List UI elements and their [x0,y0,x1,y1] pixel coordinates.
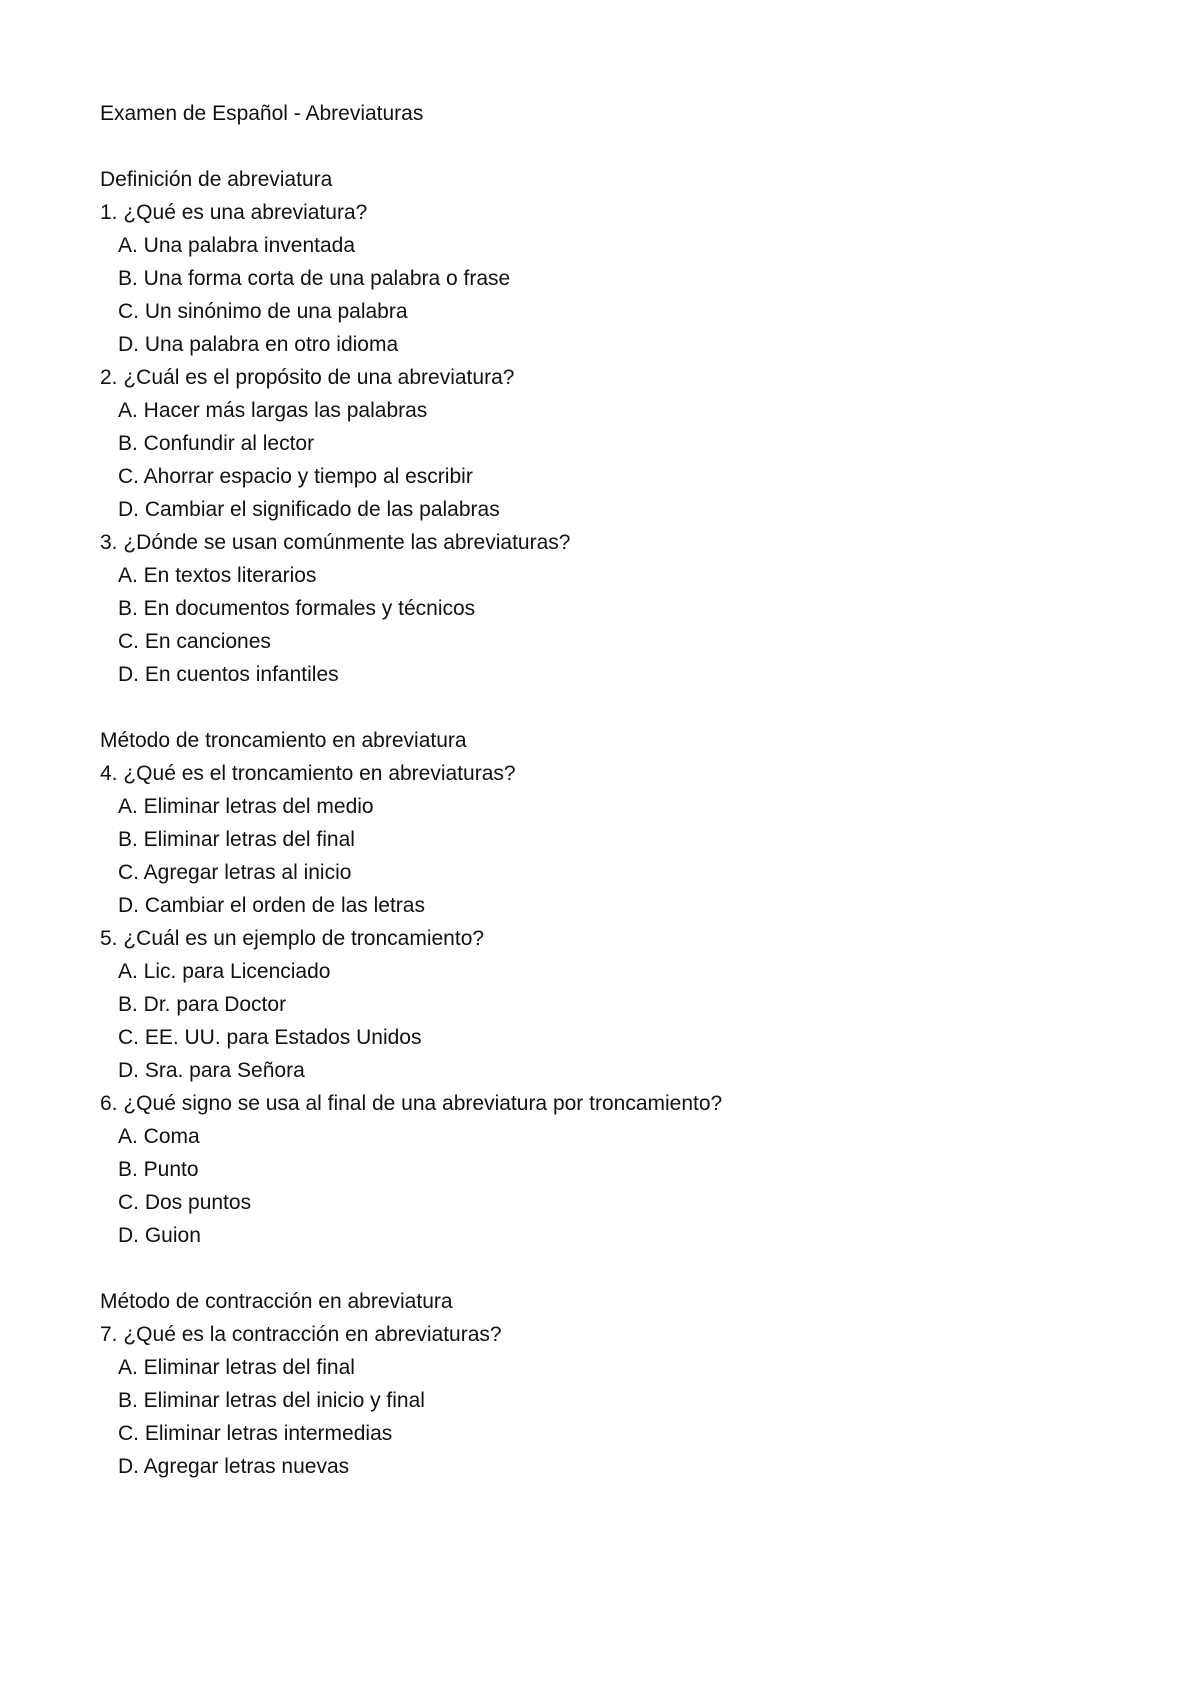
option-d: D. Agregar letras nuevas [118,1455,350,1478]
option-b: B. Dr. para Doctor [118,993,287,1016]
question-text: 7. ¿Qué es la contracción en abreviaturas? [100,1323,502,1346]
spacer [100,1252,1140,1285]
option-b: B. En documentos formales y técnicos [118,597,476,620]
question-text: 4. ¿Qué es el troncamiento en abreviaturas? [100,762,516,785]
section-troncamiento [100,724,1140,1252]
option-a: A. Una palabra inventada [118,234,355,257]
option-c: C. Agregar letras al inicio [118,861,352,884]
option-b: B. Eliminar letras del final [118,828,355,851]
option-a: A. Hacer más largas las palabras [118,399,428,422]
question-2 [100,361,1140,526]
question-text: 5. ¿Cuál es un ejemplo de troncamiento? [100,927,485,950]
question-3 [100,526,1140,691]
question-7 [100,1318,1140,1483]
question-text: 3. ¿Dónde se usan comúnmente las abreviaturas? [100,531,571,554]
question-text: 1. ¿Qué es una abreviatura? [100,201,368,224]
spacer [100,691,1140,724]
option-d: D. Sra. para Señora [118,1059,305,1082]
option-d: D. En cuentos infantiles [118,663,339,686]
section-heading: Método de troncamiento en abreviatura [100,729,467,752]
option-d: D. Cambiar el significado de las palabras [118,498,500,521]
exam-document [100,97,1140,1483]
option-d: D. Guion [118,1224,201,1247]
option-a: A. Lic. para Licenciado [118,960,331,983]
option-c: C. Un sinónimo de una palabra [118,300,408,323]
option-a: A. En textos literarios [118,564,317,587]
question-1 [100,196,1140,361]
option-c: C. Ahorrar espacio y tiempo al escribir [118,465,473,488]
option-c: C. EE. UU. para Estados Unidos [118,1026,422,1049]
option-b: B. Punto [118,1158,199,1181]
option-b: B. Una forma corta de una palabra o frase [118,267,511,290]
section-heading: Definición de abreviatura [100,168,333,191]
option-a: A. Eliminar letras del medio [118,795,374,818]
question-text: 6. ¿Qué signo se usa al final de una abreviatura por troncamiento? [100,1092,723,1115]
question-6 [100,1087,1140,1252]
option-a: A. Coma [118,1125,200,1148]
section-heading: Método de contracción en abreviatura [100,1290,453,1313]
question-5 [100,922,1140,1087]
section-definicion [100,163,1140,691]
spacer [100,130,1140,163]
option-c: C. Eliminar letras intermedias [118,1422,393,1445]
question-4 [100,757,1140,922]
option-c: C. En canciones [118,630,271,653]
option-d: D. Cambiar el orden de las letras [118,894,425,917]
option-d: D. Una palabra en otro idioma [118,333,399,356]
option-a: A. Eliminar letras del final [118,1356,355,1379]
exam-title: Examen de Español - Abreviaturas [100,102,424,125]
option-b: B. Confundir al lector [118,432,315,455]
option-c: C. Dos puntos [118,1191,252,1214]
question-text: 2. ¿Cuál es el propósito de una abreviatura? [100,366,515,389]
option-b: B. Eliminar letras del inicio y final [118,1389,425,1412]
section-contraccion [100,1285,1140,1483]
